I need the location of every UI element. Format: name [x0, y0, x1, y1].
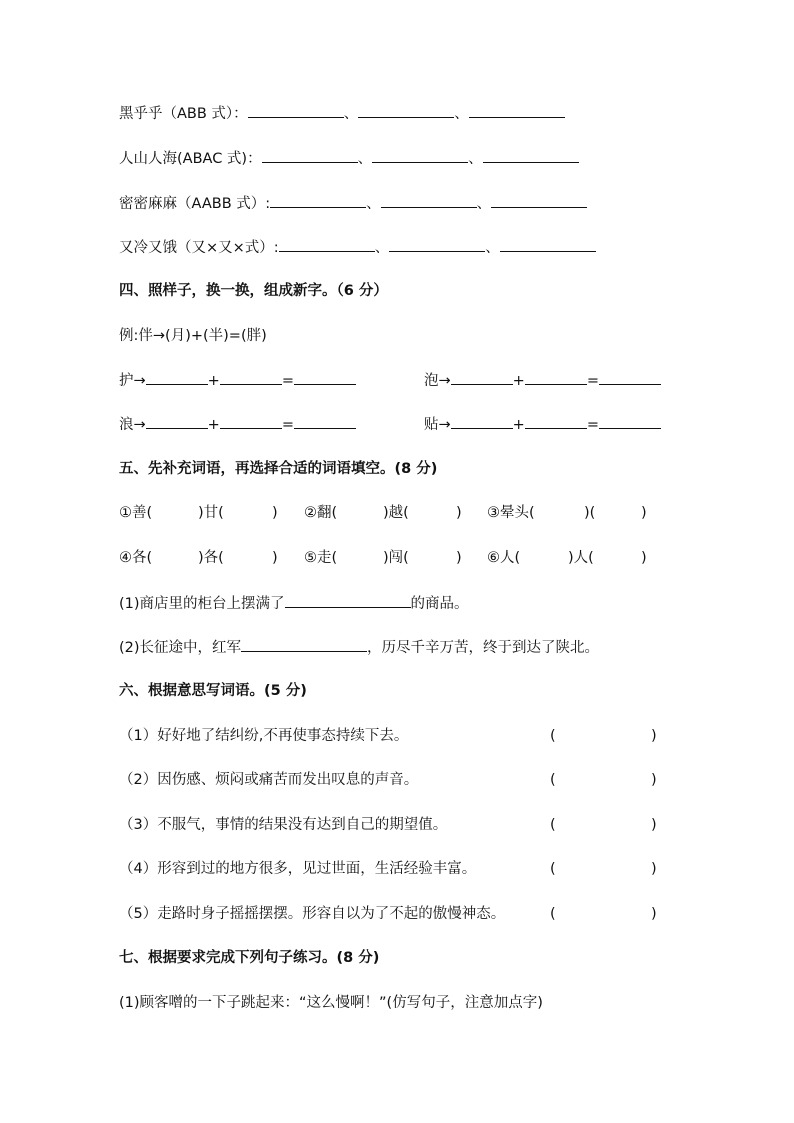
idiom-part: ) [641, 550, 647, 566]
answer-blank[interactable] [525, 414, 587, 429]
answer-blank[interactable] [599, 414, 661, 429]
answer-blank[interactable] [451, 414, 513, 429]
row-label: 又冷又饿（又×又×式）: [119, 240, 279, 256]
idiom-part: )越( [383, 505, 409, 521]
answer-blank[interactable] [491, 193, 587, 208]
idiom-part: ③晕头( [487, 505, 535, 521]
separator: 、 [343, 106, 359, 122]
idiom-part: ) [272, 505, 278, 521]
separator: 、 [476, 196, 492, 212]
aabb-row [119, 193, 587, 214]
answer-blank[interactable] [262, 148, 358, 163]
idiom-part: )闯( [383, 550, 409, 566]
answer-blank[interactable] [294, 370, 356, 385]
equals-sign: = [281, 417, 294, 433]
separator: 、 [357, 151, 373, 167]
answer-blank[interactable] [451, 370, 513, 385]
char-item [119, 414, 356, 435]
row-label: 密密麻麻（AABB 式）: [119, 196, 271, 212]
answer-close-paren[interactable]: ) [651, 817, 657, 833]
equals-sign: = [281, 373, 294, 389]
definition-text: （2）因伤感、烦闷或痛苦而发出叹息的声音。 [119, 772, 419, 788]
idiom-part: ) [272, 550, 278, 566]
answer-blank[interactable] [599, 370, 661, 385]
answer-open-paren[interactable]: ( [550, 817, 556, 833]
idiom-part: ①善( [119, 505, 153, 521]
question-text: (2)长征途中，红军 [119, 640, 242, 656]
abb-row [119, 103, 565, 124]
answer-blank[interactable] [270, 193, 366, 208]
abac-row [119, 148, 579, 169]
section-4-example: 例:伴→(月)+(半)=(胖) [119, 328, 267, 344]
char-item [424, 414, 661, 435]
answer-close-paren[interactable]: ) [651, 772, 657, 788]
char-label: 浪→ [119, 417, 146, 433]
answer-open-paren[interactable]: ( [550, 906, 556, 922]
separator: 、 [374, 240, 390, 256]
idiom-part: ④各( [119, 550, 153, 566]
idiom-part: ) [456, 550, 462, 566]
plus-sign: + [207, 417, 220, 433]
answer-open-paren[interactable]: ( [550, 861, 556, 877]
answer-close-paren[interactable]: ) [651, 861, 657, 877]
idiom-part: )各( [198, 550, 224, 566]
idiom-part: ) [641, 505, 647, 521]
answer-close-paren[interactable]: ) [651, 906, 657, 922]
separator: 、 [468, 151, 483, 167]
char-label: 护→ [119, 373, 146, 389]
equals-sign: = [586, 373, 599, 389]
row-label: 人山人海(ABAC 式)： [119, 151, 262, 167]
separator: 、 [366, 196, 381, 212]
answer-blank[interactable] [294, 414, 356, 429]
question-text: 的商品。 [410, 596, 469, 612]
plus-sign: + [512, 373, 525, 389]
answer-blank[interactable] [146, 414, 208, 429]
answer-blank[interactable] [146, 370, 208, 385]
definition-text: （3）不服气，事情的结果没有达到自己的期望值。 [119, 817, 448, 833]
idiom-part: ⑤走( [304, 550, 338, 566]
answer-blank[interactable] [389, 237, 485, 252]
idiom-part: ) [456, 505, 462, 521]
plus-sign: + [207, 373, 220, 389]
fill-question-1 [119, 593, 469, 614]
idiom-part: )人( [568, 550, 594, 566]
answer-blank[interactable] [525, 370, 587, 385]
answer-blank[interactable] [483, 148, 579, 163]
separator: 、 [485, 240, 500, 256]
section-5-heading: 五、先补充词语，再选择合适的词语填空。(8 分) [119, 461, 438, 477]
answer-blank[interactable] [381, 193, 477, 208]
section-7-heading: 七、根据要求完成下列句子练习。(8 分) [119, 950, 380, 966]
answer-open-paren[interactable]: ( [550, 772, 556, 788]
answer-blank[interactable] [248, 103, 344, 118]
char-item [424, 370, 661, 391]
answer-blank[interactable] [241, 637, 367, 652]
row-label: 黑乎乎（ABB 式）： [119, 106, 248, 122]
definition-text: （4）形容到过的地方很多，见过世面，生活经验丰富。 [119, 861, 477, 877]
char-item [119, 370, 356, 391]
question-text: (1)商店里的柜台上摆满了 [119, 596, 285, 612]
answer-blank[interactable] [220, 370, 282, 385]
answer-blank[interactable] [285, 593, 411, 608]
idiom-part: ⑥人( [487, 550, 521, 566]
answer-blank[interactable] [372, 148, 468, 163]
question-text: ，历尽千辛万苦，终于到达了陕北。 [367, 640, 600, 656]
equals-sign: = [586, 417, 599, 433]
idiom-part: )甘( [198, 505, 224, 521]
definition-text: （5）走路时身子摇摇摆摆。形容自以为了不起的傲慢神态。 [119, 906, 506, 922]
answer-blank[interactable] [279, 237, 375, 252]
answer-open-paren[interactable]: ( [550, 728, 556, 744]
plus-sign: + [512, 417, 525, 433]
section-6-heading: 六、根据意思写词语。(5 分) [119, 683, 307, 699]
answer-blank[interactable] [220, 414, 282, 429]
answer-close-paren[interactable]: ) [651, 728, 657, 744]
separator: 、 [454, 106, 469, 122]
char-label: 泡→ [424, 373, 451, 389]
fill-question-2 [119, 637, 599, 658]
section-4-heading: 四、照样子，换一换，组成新字。（6 分） [119, 283, 388, 299]
idiom-part: ②翻( [304, 505, 338, 521]
answer-blank[interactable] [358, 103, 454, 118]
char-label: 贴→ [424, 417, 451, 433]
definition-text: （1）好好地了结纠纷,不再使事态持续下去。 [119, 728, 409, 744]
answer-blank[interactable] [469, 103, 565, 118]
sentence-question-1: (1)顾客噌的一下子跳起来：“这么慢啊！”(仿写句子，注意加点字) [119, 995, 543, 1011]
answer-blank[interactable] [500, 237, 596, 252]
you-row [119, 237, 596, 258]
idiom-part: )( [584, 505, 596, 521]
